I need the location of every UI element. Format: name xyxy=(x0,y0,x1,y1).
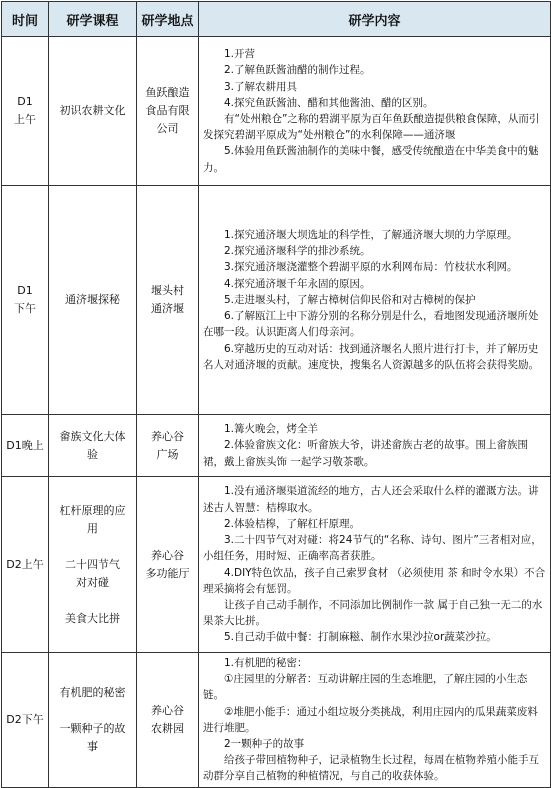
course-cell-line: 一颗种子的故 xyxy=(59,721,126,735)
location-cell-line: 农耕园 xyxy=(151,721,184,735)
header-content: 研学内容 xyxy=(199,2,551,37)
header-time: 时间 xyxy=(2,2,49,37)
content-cell xyxy=(199,37,551,186)
location-cell-line: 养心谷 xyxy=(151,703,184,717)
content-cell-line: 5.体验用鱼跃酱油制作的美味中餐，感受传统酿造在中华美食中的魅力。 xyxy=(203,145,539,174)
course-cell-line xyxy=(52,702,133,720)
location-cell-line: 堰头村 xyxy=(151,284,184,297)
content-cell-line: 3.探究通济堰浇灌整个碧湖平原的水利网布局：竹枝状水利网。 xyxy=(224,261,518,274)
time-cell-line: 下午 xyxy=(14,302,36,315)
time-cell xyxy=(2,186,49,415)
course-cell-line: 畲族文化大体 xyxy=(59,429,126,443)
time-cell-line: D1 xyxy=(17,95,33,108)
course-cell-line: 通济堰探秘 xyxy=(65,293,120,306)
time-cell-line: D1晚上 xyxy=(6,438,44,452)
time-cell-line: D1 xyxy=(17,284,33,297)
course-cell-line: 二十四节气 xyxy=(65,557,120,571)
header-row xyxy=(2,2,551,37)
location-cell-line: 多功能厅 xyxy=(145,566,190,580)
content-cell-line: 2一颗种子的故事 xyxy=(224,738,305,751)
content-cell-line: 2.体验畲族文化：听畲族大爷，讲述畲族古老的故事。围上畲族围裙，戴上畲族头饰 一起学习敬茶歌。 xyxy=(203,439,529,468)
table-row xyxy=(2,415,551,477)
content-cell-line: 6.穿越历史的互动对话：找到通济堰名人照片进行打卡，并了解历史名人对通济堰的贡献。速度快，搜集名人资源越多的队伍将会获得奖励。 xyxy=(203,342,539,371)
content-cell-line: 1.探究通济堰大坝选址的科学性，了解通济堰大坝的力学原理。 xyxy=(224,229,518,242)
course-cell-line: 用 xyxy=(87,521,98,535)
content-cell-line: 5.自己动手做中餐：打制麻糍、制作水果沙拉or蔬菜沙拉。 xyxy=(224,631,497,644)
location-cell xyxy=(137,37,199,186)
course-cell-line: 验 xyxy=(87,447,98,461)
location-cell-line: 食品有限 xyxy=(145,104,190,117)
content-cell-line: 3.二十四节气对对碰：将24节气的“名称、诗句、图片”三者相对应，小组任务，用时短、正确率高者获胜。 xyxy=(203,534,542,563)
location-cell xyxy=(137,186,199,415)
course-cell-line: 事 xyxy=(87,739,98,753)
content-cell-line: ②堆肥小能手：通过小组垃圾分类挑战，利用庄园内的瓜果蔬菜废料进行堆肥。 xyxy=(203,705,538,734)
location-cell-line: 公司 xyxy=(156,122,179,135)
content-cell xyxy=(199,186,551,415)
content-cell-line: 4.探究通济堰千年永固的原因。 xyxy=(224,277,371,290)
content-cell-line: 1.篝火晚会，烤全羊 xyxy=(224,423,319,436)
time-cell-line: 上午 xyxy=(14,113,36,126)
time-cell-line: D2下午 xyxy=(6,712,44,726)
content-cell-line: 1.有机肥的秘密： xyxy=(224,657,308,669)
header-course: 研学课程 xyxy=(49,2,137,37)
time-cell-line: D2上午 xyxy=(6,557,44,571)
location-cell xyxy=(137,415,199,477)
location-cell-line: 养心谷 xyxy=(151,429,184,443)
course-cell-line: 美食大比拼 xyxy=(65,611,120,625)
content-cell-line: 4.探究鱼跃酱油、醋和其他酱油、醋的区别。 xyxy=(224,96,434,109)
content-cell-line: 让孩子自己动手制作，不同添加比例制作一款 属于自己独一无二的水果茶大比拼。 xyxy=(203,598,543,628)
header-location: 研学地点 xyxy=(137,2,199,37)
content-cell-line: 1.开营 xyxy=(224,48,256,61)
content-cell-line: 5.走进堰头村，了解古樟树信仰民俗和对古樟树的保护 xyxy=(224,293,476,306)
content-cell-line: 给孩子带回植物种子，记录植物生长过程，每周在植物养殖小能手互动群分享自己植物的种植情况，与自己的收获体验。 xyxy=(203,754,539,783)
table-row xyxy=(2,186,551,415)
course-cell-line: 对对碰 xyxy=(76,575,109,589)
location-cell-line: 养心谷 xyxy=(151,548,184,562)
course-cell-line: 杠杆原理的应 xyxy=(59,503,126,517)
course-cell xyxy=(49,186,137,415)
table-row xyxy=(2,477,551,653)
itinerary-table xyxy=(1,1,551,788)
content-cell-line: 有“处州粮仓”之称的碧湖平原为百年鱼跃酿造提供粮食保障，从而引发探究碧湖平原成为“处州粮仓”的水利保障——通济堰 xyxy=(203,113,540,142)
course-cell-line xyxy=(52,592,133,610)
course-cell-line: 有机肥的秘密 xyxy=(59,685,126,699)
course-cell-line xyxy=(52,538,133,556)
content-cell xyxy=(199,415,551,477)
content-cell xyxy=(199,477,551,653)
content-cell-line: 2.体验桔槔，了解杠杆原理。 xyxy=(224,517,361,530)
course-cell-line: 初识农耕文化 xyxy=(59,104,126,117)
time-cell xyxy=(2,37,49,186)
time-cell xyxy=(2,415,49,477)
location-cell-line: 鱼跃酿造 xyxy=(145,86,190,99)
content-cell-line: 2.了解鱼跃酱油醋的制作过程。 xyxy=(224,64,371,77)
location-cell-line: 广场 xyxy=(156,447,179,461)
course-cell xyxy=(49,37,137,186)
content-cell-line: ①庄园里的分解者：互动讲解庄园的生态堆肥，了解庄园的小生态链。 xyxy=(203,673,528,702)
content-cell-line: 2.探究通济堰科学的排沙系统。 xyxy=(224,245,371,258)
location-cell xyxy=(137,477,199,653)
content-cell-line: 4.DIY特色饮品，孩子自己索罗食材 （必须使用 茶 和时令水果）不合理采摘将会有惩罚。 xyxy=(203,566,546,595)
course-cell xyxy=(49,415,137,477)
content-cell-line: 1.没有通济堰渠道流经的地方，古人还会采取什么样的灌溉方法。讲述古人智慧：桔槔取水。 xyxy=(203,485,539,514)
time-cell xyxy=(2,477,49,653)
content-cell-line: 3.了解农耕用具 xyxy=(224,80,298,93)
table-row xyxy=(2,37,551,186)
content-cell-line: 6.了解瓯江上中下游分别的名称分别是什么，看地图发现通济堰所处在哪一段。认识距离人们母亲河。 xyxy=(203,310,539,339)
location-cell-line: 通济堰 xyxy=(151,302,184,315)
course-cell xyxy=(49,477,137,653)
